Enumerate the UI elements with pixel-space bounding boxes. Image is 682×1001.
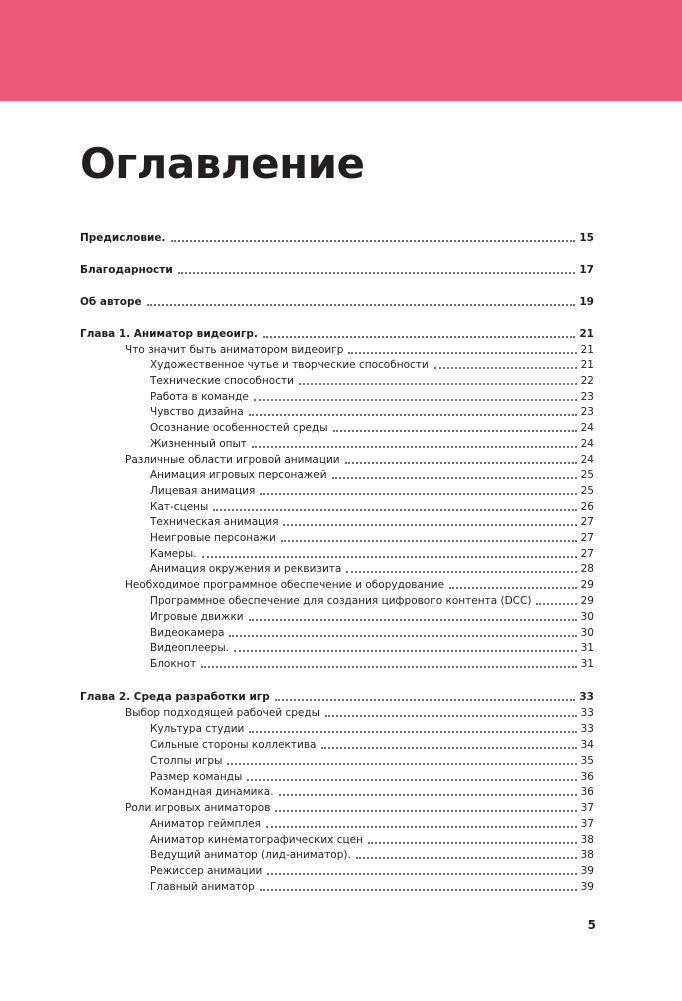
toc-chapter-entry[interactable] [80,690,594,704]
toc-section-entry[interactable] [125,343,594,357]
toc-entry-title: Неигровые персонажи [150,532,276,544]
toc-chapter-entry[interactable] [80,327,594,341]
toc-entry-page: 33 [579,691,594,703]
dot-leader [247,779,576,781]
toc-entry-page: 39 [580,865,594,877]
dot-leader [254,399,577,401]
dot-leader [346,571,576,573]
toc-section-entry[interactable] [125,706,594,720]
toc-entry-title: Ведущий аниматор (лид-аниматор). [150,849,351,861]
toc-subsection-entry[interactable] [150,484,594,498]
dot-leader [249,414,577,416]
dot-leader [266,826,577,828]
toc-entry-title: Аниматор геймплея [150,818,261,830]
toc-entry-title: Предисловие. [80,232,166,244]
toc-entry-title: Анимация игровых персонажей [150,469,327,481]
toc-entry-title: Работа в команде [150,391,249,403]
toc-entry-page: 24 [580,422,594,434]
toc-entry-page: 30 [580,627,594,639]
toc-entry-page: 30 [580,611,594,623]
toc-entry-title: Роли игровых аниматоров [125,802,271,814]
dot-leader [536,603,576,605]
dot-leader [234,650,577,652]
toc-subsection-entry[interactable] [150,421,594,435]
toc-entry-title: Игровые движки [150,611,244,623]
dot-leader [249,619,577,621]
toc-entry-page: 34 [580,739,594,751]
toc-entry-page: 33 [580,707,594,719]
toc-entry-title: Видеоплееры. [150,642,229,654]
dot-leader [356,857,577,859]
toc-chapter-entry[interactable] [80,231,594,245]
toc-entry-title: Блокнот [150,658,197,670]
dot-leader [333,430,577,432]
dot-leader [332,477,577,479]
dot-leader [267,873,576,875]
toc-entry-page: 19 [579,296,594,308]
toc-entry-page: 25 [580,485,594,497]
toc-entry-title: Различные области игровой анимации [125,454,340,466]
toc-entry-title: Осознание особенностей среды [150,422,328,434]
toc-entry-title: Художественное чутье и творческие способности [150,359,429,371]
toc-entry-page: 38 [580,849,594,861]
toc-entry-page: 33 [580,723,594,735]
toc-subsection-entry[interactable] [150,785,594,799]
toc-subsection-entry[interactable] [150,657,594,671]
toc-entry-title: Размер команды [150,771,243,783]
toc-subsection-entry[interactable] [150,500,594,514]
dot-leader [299,383,577,385]
toc-subsection-entry[interactable] [150,770,594,784]
toc-entry-title: Что значит быть аниматором видеоигр [125,344,344,356]
dot-leader [229,635,576,637]
toc-entry-title: Благодарности [80,264,173,276]
dot-leader [275,810,576,812]
toc-subsection-entry[interactable] [150,880,594,894]
toc-subsection-entry[interactable] [150,864,594,878]
toc-subsection-entry[interactable] [150,594,594,608]
toc-entry-title: Кат-сцены [150,501,209,513]
dot-leader [434,367,577,369]
toc-entry-page: 37 [580,802,594,814]
toc-subsection-entry[interactable] [150,641,594,655]
dot-leader [147,304,576,306]
dot-leader [368,842,577,844]
dot-leader [283,524,576,526]
toc-subsection-entry[interactable] [150,437,594,451]
toc-entry-page: 21 [579,328,594,340]
dot-leader [263,336,576,338]
toc-subsection-entry[interactable] [150,610,594,624]
toc-entry-title: Об авторе [80,296,142,308]
dot-leader [449,587,577,589]
toc-entry-page: 36 [580,771,594,783]
toc-entry-page: 23 [580,391,594,403]
toc-subsection-entry[interactable] [150,833,594,847]
page-number: 5 [587,918,596,932]
dot-leader [249,731,576,733]
toc-entry-title: Техническая анимация [150,516,279,528]
toc-entry-page: 15 [579,232,594,244]
toc-entry-title: Жизненный опыт [150,438,247,450]
dot-leader [260,493,576,495]
toc-entry-page: 27 [580,516,594,528]
dot-leader [202,556,577,558]
toc-entry-title: Глава 1. Аниматор видеоигр. [80,328,258,340]
toc-entry-page: 39 [580,881,594,893]
dot-leader [201,666,577,668]
toc-subsection-entry[interactable] [150,848,594,862]
toc-section-entry[interactable] [125,578,594,592]
dot-leader [213,509,576,511]
toc-entry-page: 25 [580,469,594,481]
toc-subsection-entry[interactable] [150,738,594,752]
toc-entry-page: 36 [580,786,594,798]
toc-subsection-entry[interactable] [150,562,594,576]
dot-leader [252,446,577,448]
table-of-contents [80,0,594,1001]
toc-entry-title: Режиссер анимации [150,865,263,877]
toc-subsection-entry[interactable] [150,531,594,545]
toc-entry-page: 31 [580,658,594,670]
toc-subsection-entry[interactable] [150,358,594,372]
page-title: Оглавление [80,139,365,188]
toc-entry-page: 38 [580,834,594,846]
toc-entry-page: 37 [580,818,594,830]
toc-entry-title: Командная динамика. [150,786,274,798]
toc-chapter-entry[interactable] [80,295,594,309]
toc-entry-page: 24 [580,454,594,466]
toc-subsection-entry[interactable] [150,817,594,831]
toc-entry-page: 26 [580,501,594,513]
toc-subsection-entry[interactable] [150,722,594,736]
dot-leader [325,715,577,717]
toc-entry-title: Главный аниматор [150,881,255,893]
toc-entry-page: 29 [580,595,594,607]
toc-entry-page: 21 [580,359,594,371]
toc-entry-page: 29 [580,579,594,591]
toc-entry-title: Видеокамера [150,627,225,639]
toc-subsection-entry[interactable] [150,754,594,768]
dot-leader [321,747,576,749]
toc-entry-page: 24 [580,438,594,450]
toc-entry-title: Культура студии [150,723,245,735]
toc-entry-title: Технические способности [150,375,294,387]
toc-subsection-entry[interactable] [150,390,594,404]
dot-leader [171,240,576,242]
toc-entry-page: 22 [580,375,594,387]
toc-entry-title: Программное обеспечение для создания цифрового контента (DCC) [150,595,532,607]
toc-entry-page: 27 [580,548,594,560]
dot-leader [178,272,576,274]
dot-leader [281,540,577,542]
toc-entry-page: 31 [580,642,594,654]
toc-section-entry[interactable] [125,801,594,815]
toc-chapter-entry[interactable] [80,263,594,277]
toc-section-entry[interactable] [125,453,594,467]
toc-entry-page: 23 [580,406,594,418]
toc-entry-page: 27 [580,532,594,544]
dot-leader [348,352,576,354]
toc-entry-page: 21 [580,344,594,356]
toc-entry-title: Аниматор кинематографических сцен [150,834,363,846]
toc-subsection-entry[interactable] [150,515,594,529]
toc-entry-page: 35 [580,755,594,767]
dot-leader [275,699,576,701]
toc-entry-title: Анимация окружения и реквизита [150,563,342,575]
toc-entry-title: Столпы игры [150,755,223,767]
toc-entry-title: Выбор подходящей рабочей среды [125,707,320,719]
toc-entry-page: 17 [579,264,594,276]
dot-leader [279,794,577,796]
toc-entry-title: Необходимое программное обеспечение и оборудование [125,579,445,591]
toc-entry-title: Сильные стороны коллектива [150,739,317,751]
toc-subsection-entry[interactable] [150,374,594,388]
toc-entry-title: Камеры. [150,548,197,560]
toc-subsection-entry[interactable] [150,547,594,561]
toc-subsection-entry[interactable] [150,626,594,640]
toc-entry-title: Чувство дизайна [150,406,244,418]
toc-subsection-entry[interactable] [150,405,594,419]
dot-leader [345,462,577,464]
toc-entry-page: 28 [580,563,594,575]
toc-entry-title: Глава 2. Среда разработки игр [80,691,270,703]
toc-entry-title: Лицевая анимация [150,485,256,497]
dot-leader [227,763,576,765]
toc-subsection-entry[interactable] [150,468,594,482]
dot-leader [260,889,577,891]
